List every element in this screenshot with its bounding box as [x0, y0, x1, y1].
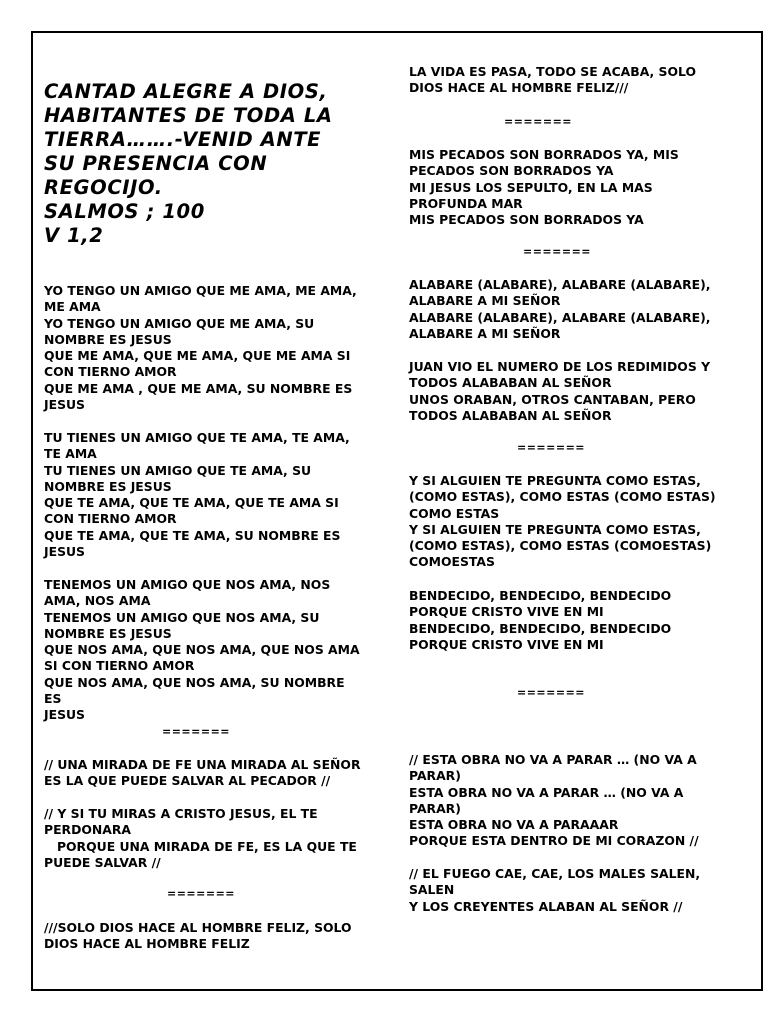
stanza-juan-vio: [409, 359, 727, 424]
lyric-line: ALABARE A MI SEÑOR: [409, 325, 561, 341]
lyric-line: TODOS ALABABAN AL SEÑOR: [409, 375, 612, 391]
stanza-bendecido: [409, 588, 727, 653]
stanza-solo-dios: [44, 920, 366, 953]
lyric-line: PARAR): [409, 768, 461, 784]
lyric-line: ME AMA: [44, 299, 101, 315]
lyric-line: TU TIENES UN AMIGO QUE TE AMA, TE AMA,: [44, 430, 350, 445]
separator: =======: [504, 115, 573, 128]
lyric-line: JUAN VIO EL NUMERO DE LOS REDIMIDOS Y: [409, 359, 711, 374]
separator: =======: [517, 441, 586, 454]
lyric-line: // UNA MIRADA DE FE UNA MIRADA AL SEÑOR: [44, 757, 361, 772]
lyric-line: LA VIDA ES PASA, TODO SE ACABA, SOLO: [409, 64, 697, 79]
lyric-line: ES LA QUE PUEDE SALVAR AL PECADOR //: [44, 773, 331, 789]
lyric-line: ALABARE (ALABARE), ALABARE (ALABARE),: [409, 277, 711, 292]
lyric-line: ALABARE A MI SEÑOR: [409, 293, 561, 309]
lyric-line: QUE ME AMA, QUE ME AMA, QUE ME AMA SI: [44, 348, 351, 364]
lyric-line: MIS PECADOS SON BORRADOS YA: [409, 212, 644, 228]
lyric-line: CON TIERNO AMOR: [44, 364, 177, 380]
stanza-alabare: [409, 277, 727, 342]
stanza-mis-pecados: [409, 147, 727, 228]
lyric-line: CON TIERNO AMOR: [44, 511, 177, 527]
lyric-line: JESUS: [44, 544, 85, 560]
stanza-como-estas: [409, 473, 727, 571]
separator: =======: [167, 887, 236, 900]
lyric-line: ESTA OBRA NO VA A PARAR … (NO VA A: [409, 784, 684, 800]
title-line: TIERRA…….-VENID ANTE: [44, 128, 322, 151]
lyric-line: PARAR): [409, 800, 461, 816]
lyric-line: JESUS: [44, 707, 85, 723]
lyric-line: QUE TE AMA, QUE TE AMA, SU NOMBRE ES: [44, 527, 341, 543]
lyric-line: PERDONARA: [44, 822, 131, 838]
lyric-line: QUE ME AMA , QUE ME AMA, SU NOMBRE ES: [44, 380, 353, 396]
lyric-line: ALABARE (ALABARE), ALABARE (ALABARE),: [409, 309, 711, 325]
psalm-title: [44, 80, 356, 248]
lyric-line: TENEMOS UN AMIGO QUE NOS AMA, NOS: [44, 577, 331, 592]
lyric-line: DIOS HACE AL HOMBRE FELIZ///: [409, 80, 629, 96]
lyric-line: NOMBRE ES JESUS: [44, 625, 172, 641]
lyric-line: Y SI ALGUIEN TE PREGUNTA COMO ESTAS,: [409, 521, 701, 537]
separator: =======: [162, 725, 231, 738]
lyric-line: COMO ESTAS: [409, 505, 500, 521]
lyric-line: // EL FUEGO CAE, CAE, LOS MALES SALEN,: [409, 866, 701, 881]
stanza-yo-tengo-un-amigo: [44, 283, 366, 413]
stanza-una-mirada-de-fe: [44, 757, 366, 790]
stanza-tu-tienes-un-amigo: [44, 430, 366, 560]
lyric-line: SALEN: [409, 882, 455, 898]
lyric-line: SI CON TIERNO AMOR: [44, 658, 195, 674]
lyric-line: TODOS ALABABAN AL SEÑOR: [409, 407, 612, 423]
title-line: SU PRESENCIA CON: [44, 152, 268, 175]
title-line: CANTAD ALEGRE A DIOS,: [44, 80, 328, 103]
lyric-line: PROFUNDA MAR: [409, 195, 523, 211]
lyric-line: ESTA OBRA NO VA A PARAAAR: [409, 817, 619, 833]
lyric-line: YO TENGO UN AMIGO QUE ME AMA, SU: [44, 315, 315, 331]
lyric-line: NOMBRE ES JESUS: [44, 331, 172, 347]
stanza-el-fuego-cae: [409, 866, 727, 915]
lyric-line: YO TENGO UN AMIGO QUE ME AMA, ME AMA,: [44, 283, 357, 298]
lyric-line: BENDECIDO, BENDECIDO, BENDECIDO: [409, 620, 672, 636]
lyric-line: QUE TE AMA, QUE TE AMA, QUE TE AMA SI: [44, 495, 339, 511]
stanza-la-vida-es-pasa: [409, 64, 727, 97]
lyric-line: QUE NOS AMA, QUE NOS AMA, QUE NOS AMA: [44, 642, 360, 658]
psalm-verse: V 1,2: [44, 224, 104, 247]
lyric-line: PORQUE UNA MIRADA DE FE, ES LA QUE TE: [44, 838, 357, 854]
lyric-line: MIS PECADOS SON BORRADOS YA, MIS: [409, 147, 679, 162]
lyric-line: QUE NOS AMA, QUE NOS AMA, SU NOMBRE ES: [44, 674, 345, 707]
lyric-line: JESUS: [44, 397, 85, 413]
lyric-line: PORQUE CRISTO VIVE EN MI: [409, 604, 604, 620]
lyric-line: COMOESTAS: [409, 554, 495, 570]
lyric-line: PECADOS SON BORRADOS YA: [409, 163, 614, 179]
stanza-esta-obra: [409, 752, 727, 850]
lyric-line: NOMBRE ES JESUS: [44, 478, 172, 494]
lyric-line: DIOS HACE AL HOMBRE FELIZ: [44, 936, 250, 952]
lyric-line: // Y SI TU MIRAS A CRISTO JESUS, EL TE: [44, 806, 318, 821]
lyric-line: BENDECIDO, BENDECIDO, BENDECIDO: [409, 588, 672, 603]
lyric-line: Y LOS CREYENTES ALABAN AL SEÑOR //: [409, 898, 683, 914]
title-line: HABITANTES DE TODA LA: [44, 104, 333, 127]
lyric-line: MI JESUS LOS SEPULTO, EN LA MAS: [409, 179, 653, 195]
separator: =======: [517, 686, 586, 699]
lyric-line: AMA, NOS AMA: [44, 593, 151, 609]
title-line: REGOCIJO.: [44, 176, 163, 199]
lyric-line: Y SI ALGUIEN TE PREGUNTA COMO ESTAS,: [409, 473, 701, 488]
lyric-line: PORQUE ESTA DENTRO DE MI CORAZON //: [409, 833, 699, 849]
lyric-line: TE AMA: [44, 446, 97, 462]
lyric-line: UNOS ORABAN, OTROS CANTABAN, PERO: [409, 391, 696, 407]
lyric-line: PORQUE CRISTO VIVE EN MI: [409, 636, 604, 652]
lyric-line: TU TIENES UN AMIGO QUE TE AMA, SU: [44, 462, 312, 478]
lyric-line: // ESTA OBRA NO VA A PARAR … (NO VA A: [409, 752, 697, 767]
stanza-tenemos-un-amigo: [44, 577, 366, 724]
separator: =======: [523, 245, 592, 258]
lyric-line: (COMO ESTAS), COMO ESTAS (COMOESTAS): [409, 538, 712, 554]
lyric-line: ///SOLO DIOS HACE AL HOMBRE FELIZ, SOLO: [44, 920, 352, 935]
lyric-line: TENEMOS UN AMIGO QUE NOS AMA, SU: [44, 609, 320, 625]
stanza-si-tu-miras: [44, 806, 366, 871]
lyric-line: PUEDE SALVAR //: [44, 854, 161, 870]
lyric-line: (COMO ESTAS), COMO ESTAS (COMO ESTAS): [409, 489, 716, 505]
psalm-reference: SALMOS ; 100: [44, 200, 205, 223]
